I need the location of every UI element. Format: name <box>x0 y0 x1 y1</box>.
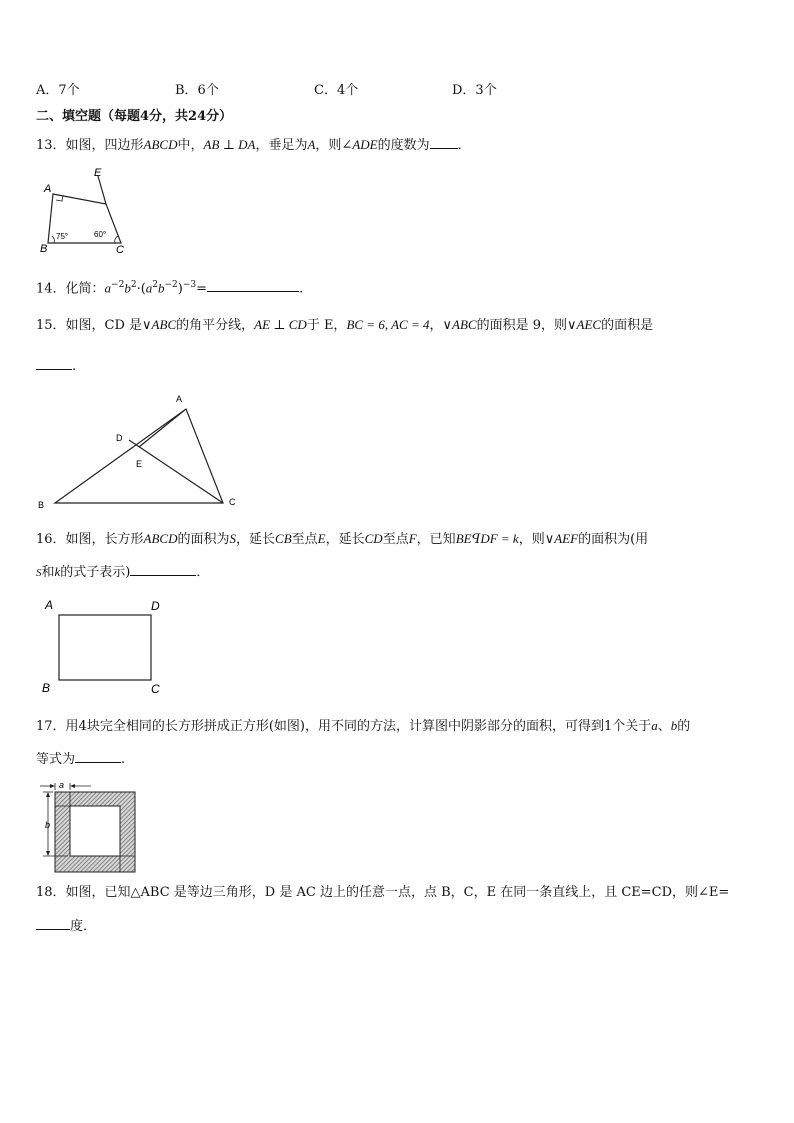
q13-label-b: B <box>40 243 48 255</box>
q16-prefix: 16．如图，长方形 <box>36 532 144 547</box>
q13-answer-blank[interactable] <box>430 135 458 149</box>
q14-exp2: 2 <box>130 280 137 290</box>
q16-mid5: 至点 <box>382 532 409 547</box>
q17-mid1: 块完全相同的长方形拼成正方形(如图)，用不同的方法，计算图中阴影部分的面积，可得到 <box>86 719 604 734</box>
q15-mid4: 的面积是 9，则 <box>476 318 567 333</box>
q14-close: ) <box>177 281 183 297</box>
question-18: 18．如图，已知△ABC 是等边三角形，D 是 AC 边上的任意一点，点 B，C，E 在同一条直线上，且 CE=CD，则∠E= <box>36 885 730 900</box>
q17-arrowhead-b-top <box>46 792 50 797</box>
q16-mid3: 至点 <box>291 532 318 547</box>
q15-mid3: ， <box>429 318 443 333</box>
q13-angle: ADE <box>352 137 378 152</box>
q17-inner-square <box>70 806 120 856</box>
q17-label-a: a <box>59 780 65 790</box>
q13-angle-b: 75° <box>56 232 69 241</box>
q13-figure <box>36 166 136 258</box>
q17-sep: 、 <box>657 719 671 734</box>
q17-arrowhead-a-left <box>50 784 55 788</box>
q15-mid1: 的角平分线， <box>176 318 255 333</box>
q16-mid1: 的面积为 <box>177 532 230 547</box>
q14-exp4: −2 <box>164 280 178 290</box>
q17-four: 4 <box>78 719 87 734</box>
q16-figure <box>36 596 176 696</box>
q17-arrowhead-a-right <box>70 784 75 788</box>
q17-a: a <box>651 718 658 733</box>
q13-arc-c <box>115 236 118 243</box>
q15-perp: AE ⊥ CD <box>254 317 307 332</box>
q16-cb: CB <box>275 531 292 546</box>
q14-eq: = <box>196 281 208 297</box>
q15-answer-blank[interactable] <box>36 356 72 370</box>
q15-given: BC = 6, AC = 4 <box>346 317 430 332</box>
q13-prefix: 13．如图，四边形 <box>36 138 144 153</box>
q13-suffix: 的度数为 <box>377 138 430 153</box>
q15-tri3: ∨AEC <box>566 317 602 332</box>
q16-tri: ∨AEF <box>544 531 579 546</box>
option-c: C．4个 <box>314 83 359 98</box>
q13-label-c: C <box>116 244 124 256</box>
q16-e: E <box>317 531 326 546</box>
q13-label-a: A <box>44 183 52 195</box>
q17-label-b: b <box>45 820 51 830</box>
q17-b: b <box>670 718 678 733</box>
q15-label-e: E <box>136 459 143 469</box>
q15-tri2: ∨ABC <box>442 317 477 332</box>
question-15-line2 <box>36 356 76 376</box>
q14-exp3: 2 <box>152 280 159 290</box>
q13-end: ． <box>457 138 471 153</box>
q15-label-b: B <box>38 500 45 510</box>
question-13 <box>36 135 471 155</box>
q13-angle-c: 60° <box>94 230 107 239</box>
q16-mid2: ，延长 <box>236 532 276 547</box>
q18-answer-blank[interactable] <box>36 916 70 930</box>
q16-label-a: A <box>45 598 54 612</box>
q16-mid8: 的面积为(用 <box>578 532 649 547</box>
q14-prefix: 14．化简： <box>36 281 105 297</box>
question-14 <box>36 276 303 298</box>
q15-triangle-abc <box>55 409 223 503</box>
q13-label-e: E <box>94 167 102 179</box>
q16-rectangle <box>59 615 151 680</box>
q16-line2-mid: 和 <box>41 565 55 580</box>
q13-mid1: 中， <box>177 138 204 153</box>
section-title: 二、填空题（每题4分，共24分） <box>36 109 233 124</box>
q15-segment-ae <box>139 409 186 447</box>
q13-perp: AB ⊥ DA <box>203 137 256 152</box>
q13-mid2: ，垂足为 <box>255 138 308 153</box>
q14-exp5: −3 <box>182 280 197 290</box>
q14-answer-blank[interactable] <box>207 278 299 292</box>
q14-b2: b <box>158 280 165 296</box>
q17-figure <box>36 780 140 874</box>
q13-segment-de <box>98 176 106 204</box>
q18-suffix: 度． <box>70 919 97 934</box>
option-a: A．7个 <box>36 83 80 98</box>
question-15 <box>36 316 653 335</box>
q16-mid7: ，则 <box>518 532 545 547</box>
q15-figure <box>36 392 246 512</box>
q15-label-c: C <box>229 497 236 507</box>
q13-quad: ABCD <box>143 137 178 152</box>
q16-label-c: C <box>151 682 160 696</box>
question-18-line2 <box>36 916 96 936</box>
q17-prefix: 17．用 <box>36 719 79 734</box>
q13-mid3: ，则∠ <box>315 138 353 153</box>
option-d: D．3个 <box>452 83 497 98</box>
q16-s: S <box>229 531 237 546</box>
q16-label-b: B <box>42 681 51 695</box>
q15-prefix: 15．如图，CD 是 <box>36 318 143 333</box>
q15-suffix: 的面积是 <box>601 318 654 333</box>
q13-foot: A <box>307 137 316 152</box>
q16-mid4: ，延长 <box>325 532 365 547</box>
q14-a2: a <box>145 280 153 296</box>
q17-one: 1 <box>603 719 613 734</box>
q16-line2-suffix: 的式子表示) <box>60 565 131 580</box>
q16-line2-k: k <box>54 564 61 579</box>
q15-label-a: A <box>176 394 183 404</box>
q17-line2: 等式为 <box>36 752 76 767</box>
question-17 <box>36 717 690 736</box>
q14-b: b <box>124 280 131 296</box>
q17-answer-blank[interactable] <box>75 749 121 763</box>
q16-end: ． <box>196 565 210 580</box>
q16-label-d: D <box>151 599 160 613</box>
q15-tri1: ∨ABC <box>142 317 177 332</box>
q16-cd: CD <box>364 531 383 546</box>
q15-segment-cd <box>129 440 223 503</box>
q13-arc-b <box>52 236 54 243</box>
q14-end: . <box>299 281 304 297</box>
q16-f: F <box>408 531 417 546</box>
q16-answer-blank[interactable] <box>130 562 196 576</box>
q14-exp1: −2 <box>111 280 125 290</box>
option-b: B．6个 <box>175 83 219 98</box>
q17-suffix: 的 <box>677 719 691 734</box>
question-16 <box>36 530 648 549</box>
q17-arrowhead-b-bottom <box>46 851 50 856</box>
q14-dot: ·( <box>136 281 146 297</box>
q15-end: . <box>72 359 77 374</box>
q15-mid2: 于 E， <box>306 318 347 333</box>
question-16-line2 <box>36 562 209 582</box>
q17-end: . <box>121 752 126 767</box>
q16-line2-s: S <box>36 567 42 579</box>
q15-label-d: D <box>116 433 123 443</box>
q16-mid6: ，已知 <box>416 532 456 547</box>
q14-a: a <box>104 280 112 296</box>
q17-mid2: 个关于 <box>612 719 652 734</box>
q16-given: BEꟼDF = k <box>455 531 519 546</box>
q16-rect: ABCD <box>143 531 178 546</box>
question-17-line2 <box>36 749 125 769</box>
